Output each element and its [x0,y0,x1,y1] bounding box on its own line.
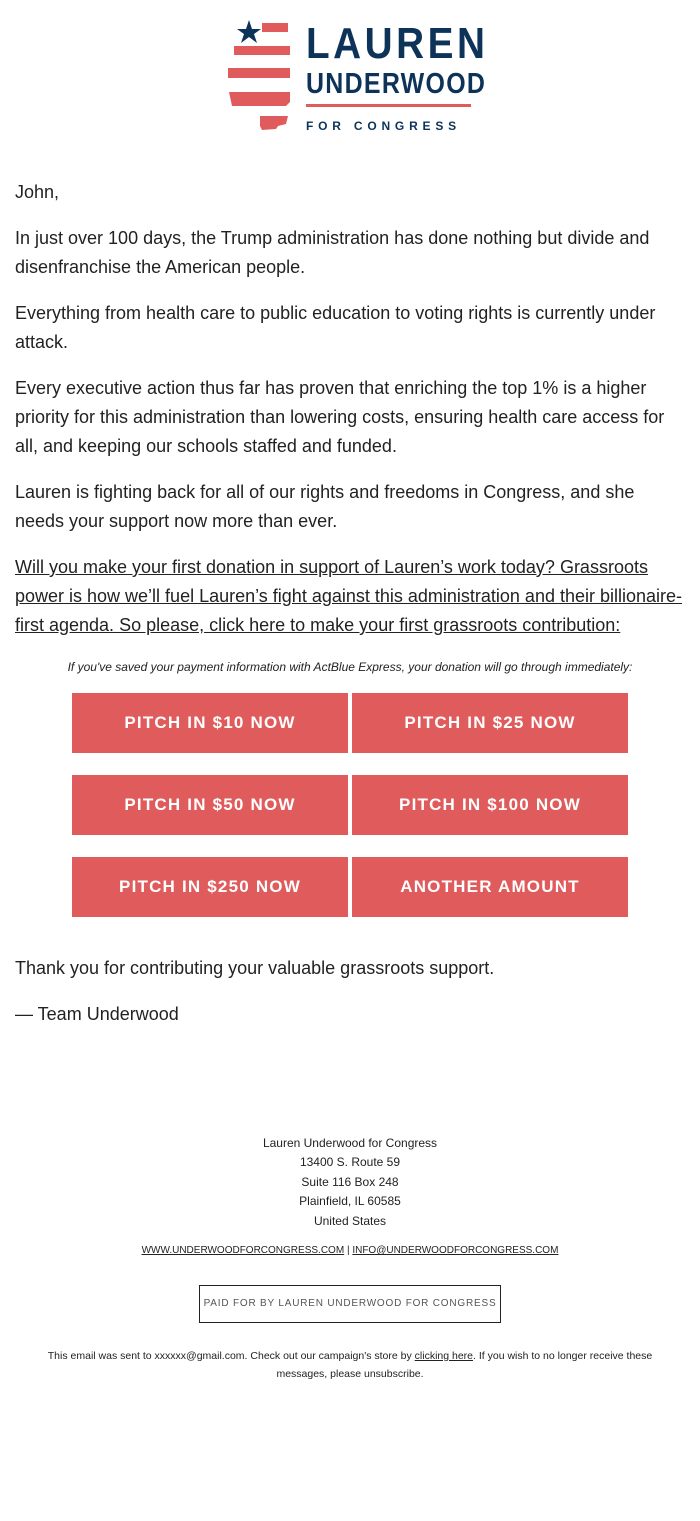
address-line: Plainfield, IL 60585 [299,1194,401,1209]
donate-other-amount-button[interactable]: ANOTHER AMOUNT [352,857,628,917]
greeting: John, [15,182,60,202]
email-body [15,178,687,657]
fine-print-text: This email was sent to xxxxxx@gmail.com. Check out our campaign's store by [47,1350,415,1362]
body-paragraph-1: In just over 100 days, the Trump administration has done nothing but divide and disenfranchise the American people. [15,228,650,277]
body-paragraph-4: Lauren is fighting back for all of our rights and freedoms in Congress, and she needs your support now more than ever. [15,482,635,531]
fine-print-text-end: . If you wish to no longer receive these messages, please unsubscribe. [276,1350,653,1380]
address-line: 13400 S. Route 59 [299,1155,401,1170]
donate-cta-link[interactable]: Will you make your first donation in support of Lauren’s work today? Grassroots power is how we’ll fuel Lauren’s fight against this administration and their billionaire-first agenda. So please, click here to make your first grassroots contribution: [15,557,683,635]
logo-tagline: FOR CONGRESS [306,119,461,133]
address-line: Lauren Underwood for Congress [262,1136,438,1150]
donate-250-button[interactable]: PITCH IN $250 NOW [72,857,348,917]
actblue-express-note: If you've saved your payment information with ActBlue Express, your donation will go through immediately: [67,660,633,674]
thanks-text: Thank you for contributing your valuable grassroots support. [15,958,495,978]
donate-50-button[interactable]: PITCH IN $50 NOW [72,775,348,835]
address-line: Suite 116 Box 248 [301,1174,399,1189]
contact-email-link[interactable]: INFO@UNDERWOODFORCONGRESS.COM [352,1245,559,1256]
body-paragraph-2: Everything from health care to public education to voting rights is currently under attack. [15,303,656,352]
address-line: United States [313,1213,387,1228]
logo-divider [306,104,471,107]
mailing-address [0,1134,700,1231]
cta-paragraph [15,553,687,640]
fine-print [25,1347,675,1383]
donate-25-button[interactable]: PITCH IN $25 NOW [352,693,628,753]
website-link[interactable]: WWW.UNDERWOODFORCONGRESS.COM [141,1245,345,1256]
campaign-logo [226,18,489,136]
flag-district-icon [226,18,296,134]
body-paragraph-3: Every executive action thus far has proven that enriching the top 1% is a higher priority for this administration than lowering costs, ensuring health care access for all, and keeping our schools staffed and funded. [15,378,665,456]
logo-name-first: LAUREN [306,19,489,68]
donate-100-button[interactable]: PITCH IN $100 NOW [352,775,628,835]
signoff: — Team Underwood [15,1004,179,1024]
paid-for-disclaimer: PAID FOR BY LAUREN UNDERWOOD FOR CONGRESS [199,1285,501,1323]
closing [15,954,687,1046]
link-separator: | [346,1245,350,1256]
donate-10-button[interactable]: PITCH IN $10 NOW [72,693,348,753]
logo-name-last: UNDERWOOD [306,68,487,100]
footer-links [0,1245,700,1256]
store-link[interactable]: clicking here [414,1350,474,1362]
star-icon [237,20,261,43]
